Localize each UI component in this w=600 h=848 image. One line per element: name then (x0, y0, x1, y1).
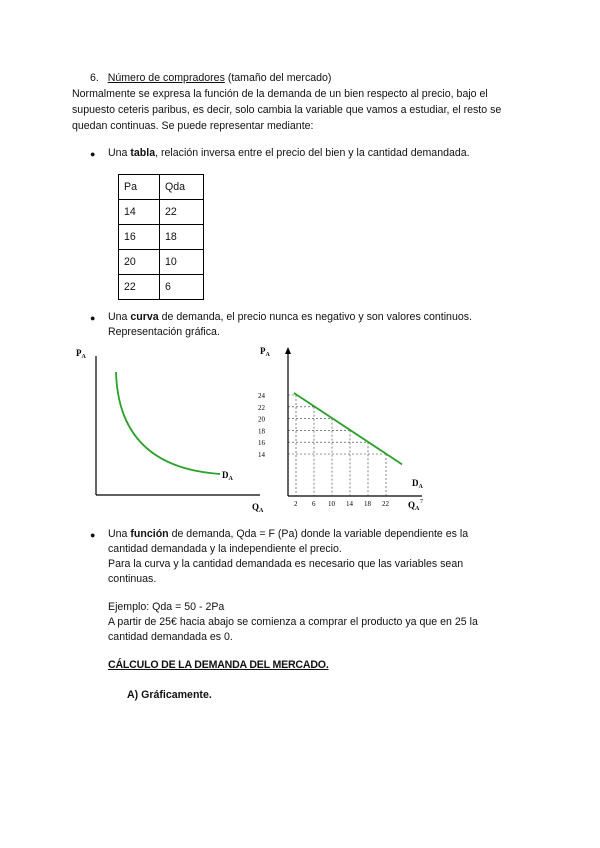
table-row (119, 250, 204, 275)
market-demand-heading: CÁLCULO DE LA DEMANDA DEL MERCADO. (108, 659, 329, 671)
function-line-5: A partir de 25€ hacia abajo se comienza a comprar el producto ya que en 25 la (108, 616, 478, 628)
chart2-x-tick-label: 2 (294, 500, 298, 508)
chart2-y-tick-label: 18 (258, 427, 265, 436)
chart2-x-axis-sup: 7 (420, 499, 423, 505)
demand-curve-chart (70, 342, 270, 517)
function-line-3: continuas. (108, 573, 157, 585)
chart2-y-tick-label: 14 (258, 451, 265, 459)
bullet-icon: ● (90, 313, 96, 323)
chart2-y-tick-label: 16 (258, 439, 265, 448)
bullet-curve-bold: curva (130, 311, 159, 323)
bullet-function-bold: función (130, 528, 169, 540)
bullet-curve-rest: de demanda, el precio nunca es negativo y son valores continuos. (158, 311, 472, 323)
section-title (90, 72, 331, 84)
intro-line-2: supuesto ceteris paribus, es decir, solo cambia la variable que vamos a estudiar, el resto se (72, 104, 502, 116)
chart1-x-axis-label: $Q_A$ (252, 502, 264, 514)
chart2-guide-lines (288, 395, 386, 496)
function-line-1: cantidad demandada y la independiente el precio. (108, 543, 342, 555)
bullet-curve-text (108, 311, 472, 323)
table-header-cell: Qda (160, 175, 204, 200)
bullet-icon: ● (90, 530, 96, 540)
intro-line-3: quedan continuas. Se puede representar mediante: (72, 120, 314, 132)
chart2-x-ticks (294, 500, 390, 508)
table-cell: 6 (160, 275, 204, 300)
chart2-curve-label: $D_A$ (412, 478, 423, 490)
chart2-x-axis-label: $Q_A$ (408, 500, 420, 512)
chart2-y-axis-label: $P_A$ (260, 346, 270, 358)
table-header-row (119, 175, 204, 200)
function-example: Ejemplo: Qda = 50 - 2Pa (108, 601, 225, 613)
section-number: 6. (90, 72, 99, 84)
price-quantity-table (118, 174, 204, 300)
section-title-suffix: (tamaño del mercado) (224, 72, 332, 84)
bullet-icon: ● (90, 149, 96, 159)
table-cell: 16 (119, 225, 160, 250)
function-line-2: Para la curva y la cantidad demandada es necesario que las variables sean (108, 558, 464, 570)
linear-demand-chart (252, 340, 432, 518)
table-cell: 14 (119, 200, 160, 225)
chart1-curve-label: $D_A$ (222, 470, 233, 482)
chart2-y-tick-label: 24 (258, 392, 265, 400)
chart2-x-tick-label: 18 (364, 500, 371, 508)
bullet-table-rest: , relación inversa entre el precio del bien y la cantidad demandada. (155, 147, 470, 159)
chart2-y-ticks (258, 392, 266, 459)
chart1-demand-curve (116, 372, 220, 474)
chart2-axes (285, 347, 422, 496)
function-line-6: cantidad demandada es 0. (108, 631, 233, 643)
bullet-function-prefix: Una (108, 528, 131, 540)
bullet-curve-line2: Representación gráfica. (108, 326, 220, 338)
chart1-axes (96, 356, 260, 495)
bullet-table-bold: tabla (130, 147, 156, 159)
bullet-table-text (108, 147, 470, 159)
bullet-curve-prefix: Una (108, 311, 131, 323)
bullet-function-rest: de demanda, Qda = F (Pa) donde la variable dependiente es la (168, 528, 469, 540)
table-cell: 20 (119, 250, 160, 275)
chart1-y-axis-label: $P_A$ (76, 348, 86, 360)
chart2-demand-line (294, 393, 402, 464)
chart2-y-tick-label: 20 (258, 415, 265, 424)
table-row (119, 275, 204, 300)
table-row (119, 200, 204, 225)
bullet-function-text (108, 528, 468, 540)
chart2-x-tick-label: 14 (346, 500, 353, 508)
chart2-y-tick-label: 22 (258, 403, 265, 412)
table-row (119, 225, 204, 250)
chart2-x-tick-label: 6 (312, 500, 316, 508)
chart2-x-tick-label: 22 (382, 500, 389, 508)
table-cell: 10 (160, 250, 204, 275)
table-cell: 18 (160, 225, 204, 250)
intro-line-1: Normalmente se expresa la función de la demanda de un bien respecto al precio, bajo el (72, 88, 488, 100)
graphic-subheading: A) Gráficamente. (127, 689, 212, 701)
table-header-cell: Pa (119, 175, 160, 200)
bullet-table-prefix: Una (108, 147, 131, 159)
chart2-x-tick-label: 10 (328, 500, 335, 508)
table-cell: 22 (160, 200, 204, 225)
section-title-underlined: Número de compradores (107, 72, 225, 84)
table-cell: 22 (119, 275, 160, 300)
